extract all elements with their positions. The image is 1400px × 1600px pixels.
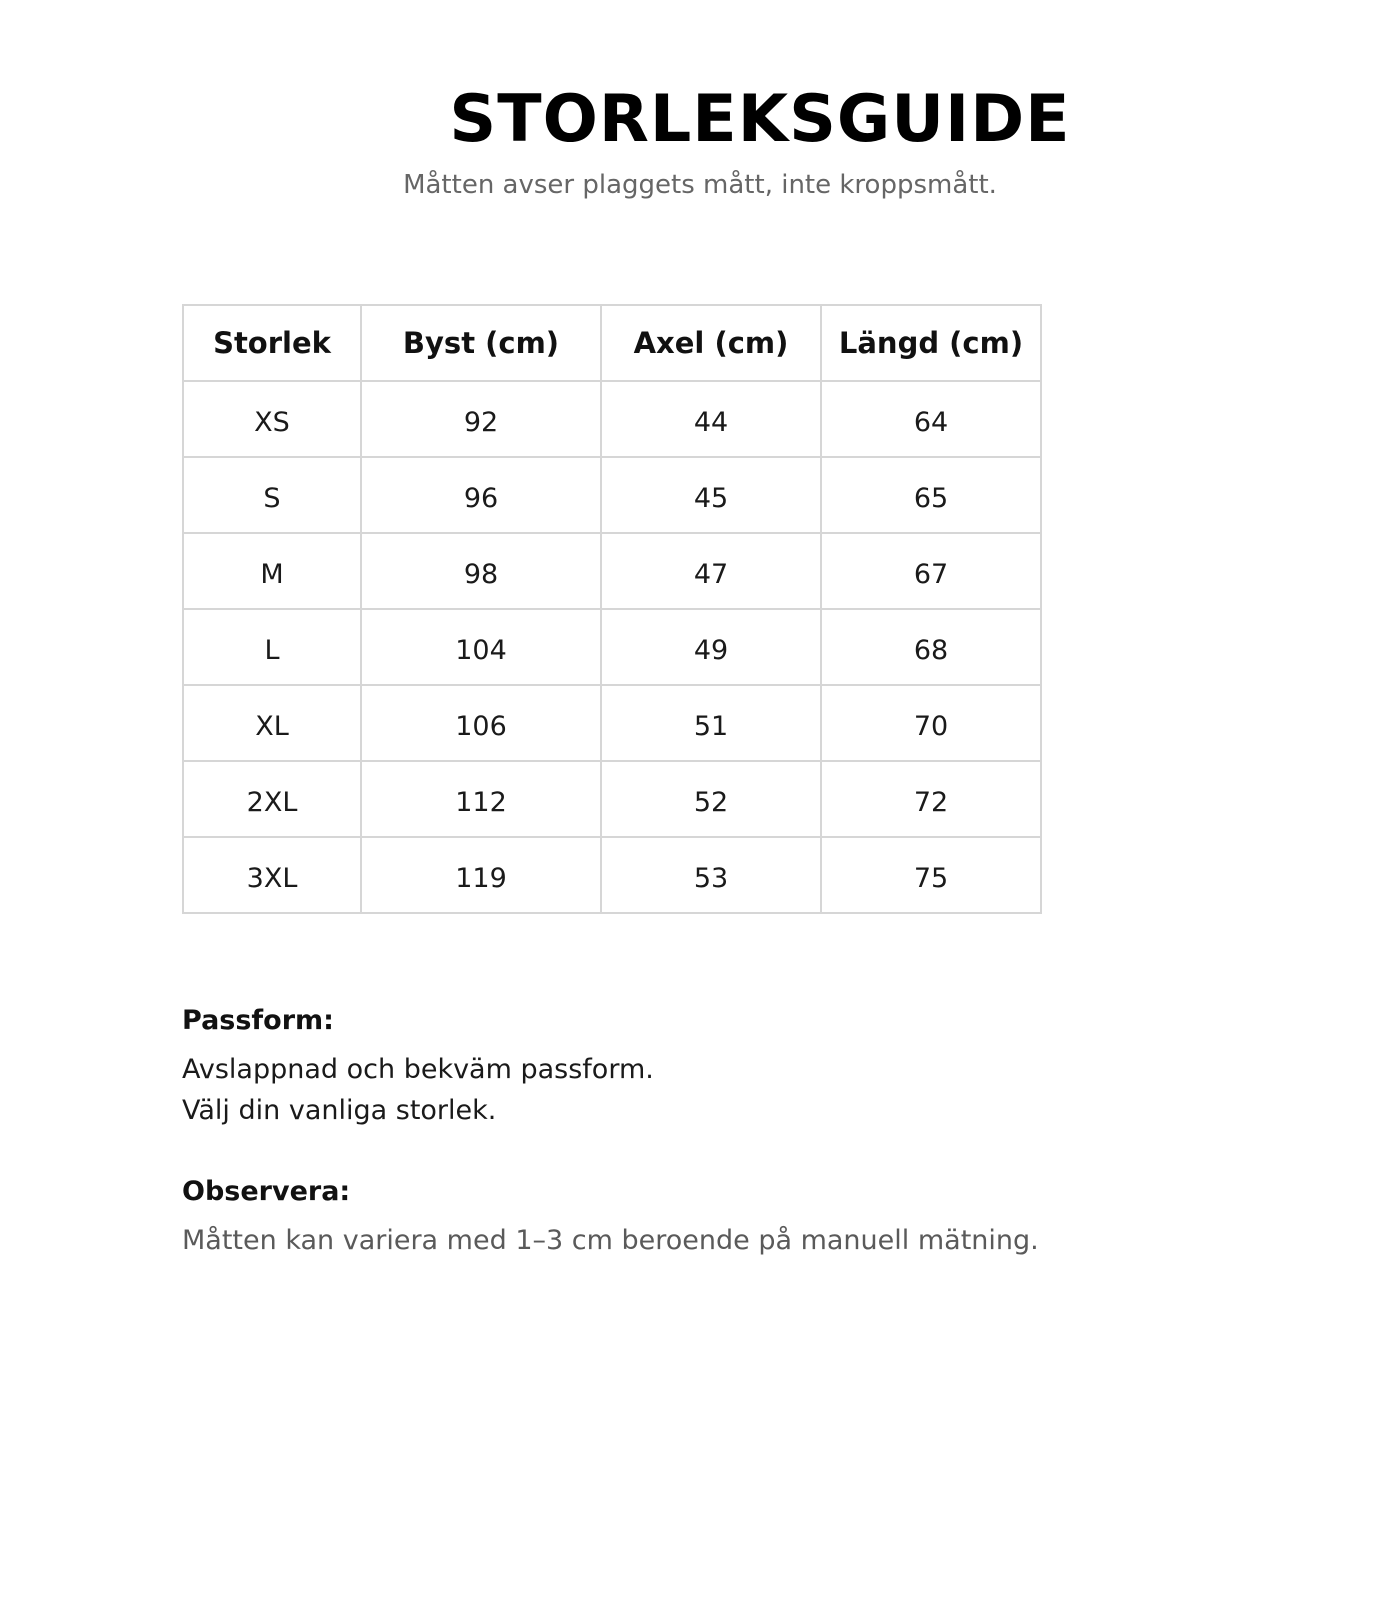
cell-shoulder: 47: [601, 533, 821, 609]
cell-size: M: [183, 533, 361, 609]
cell-shoulder: 44: [601, 381, 821, 457]
cell-bust: 92: [361, 381, 601, 457]
cell-length: 70: [821, 685, 1041, 761]
cell-length: 64: [821, 381, 1041, 457]
cell-shoulder: 53: [601, 837, 821, 913]
table-row: [183, 457, 1041, 533]
fit-line: Välj din vanliga storlek.: [182, 1095, 497, 1127]
cell-size: XS: [183, 381, 361, 457]
table-row: [183, 761, 1041, 837]
cell-size: L: [183, 609, 361, 685]
cell-bust: 119: [361, 837, 601, 913]
cell-size: XL: [183, 685, 361, 761]
page-subtitle: Måtten avser plaggets mått, inte kroppsmått.: [403, 170, 997, 200]
column-header-size: Storlek: [183, 305, 361, 381]
table-header-row: [183, 305, 1041, 381]
cell-bust: 98: [361, 533, 601, 609]
cell-length: 72: [821, 761, 1041, 837]
fit-heading: Passform:: [182, 1005, 334, 1036]
page-title: STORLEKSGUIDE: [449, 82, 1071, 157]
fit-section: [182, 1005, 1282, 1131]
fit-line: Avslappnad och bekväm passform.: [182, 1054, 654, 1086]
note-text: Måtten kan variera med 1–3 cm beroende på manuell mätning.: [182, 1225, 1039, 1257]
table-row: [183, 533, 1041, 609]
cell-shoulder: 52: [601, 761, 821, 837]
cell-shoulder: 51: [601, 685, 821, 761]
size-table: [182, 304, 1042, 914]
cell-shoulder: 49: [601, 609, 821, 685]
column-header-bust: Byst (cm): [361, 305, 601, 381]
note-heading: Observera:: [182, 1176, 351, 1207]
column-header-length: Längd (cm): [821, 305, 1041, 381]
cell-bust: 106: [361, 685, 601, 761]
cell-length: 67: [821, 533, 1041, 609]
cell-bust: 104: [361, 609, 601, 685]
note-section: [182, 1176, 1282, 1261]
cell-length: 65: [821, 457, 1041, 533]
table-row: [183, 685, 1041, 761]
size-table-header: [183, 305, 1041, 381]
size-table-body: [183, 381, 1041, 913]
cell-size: 2XL: [183, 761, 361, 837]
cell-length: 75: [821, 837, 1041, 913]
cell-size: S: [183, 457, 361, 533]
cell-bust: 112: [361, 761, 601, 837]
column-header-shoulder: Axel (cm): [601, 305, 821, 381]
cell-bust: 96: [361, 457, 601, 533]
table-row: [183, 609, 1041, 685]
table-row: [183, 381, 1041, 457]
cell-shoulder: 45: [601, 457, 821, 533]
table-row: [183, 837, 1041, 913]
cell-size: 3XL: [183, 837, 361, 913]
cell-length: 68: [821, 609, 1041, 685]
